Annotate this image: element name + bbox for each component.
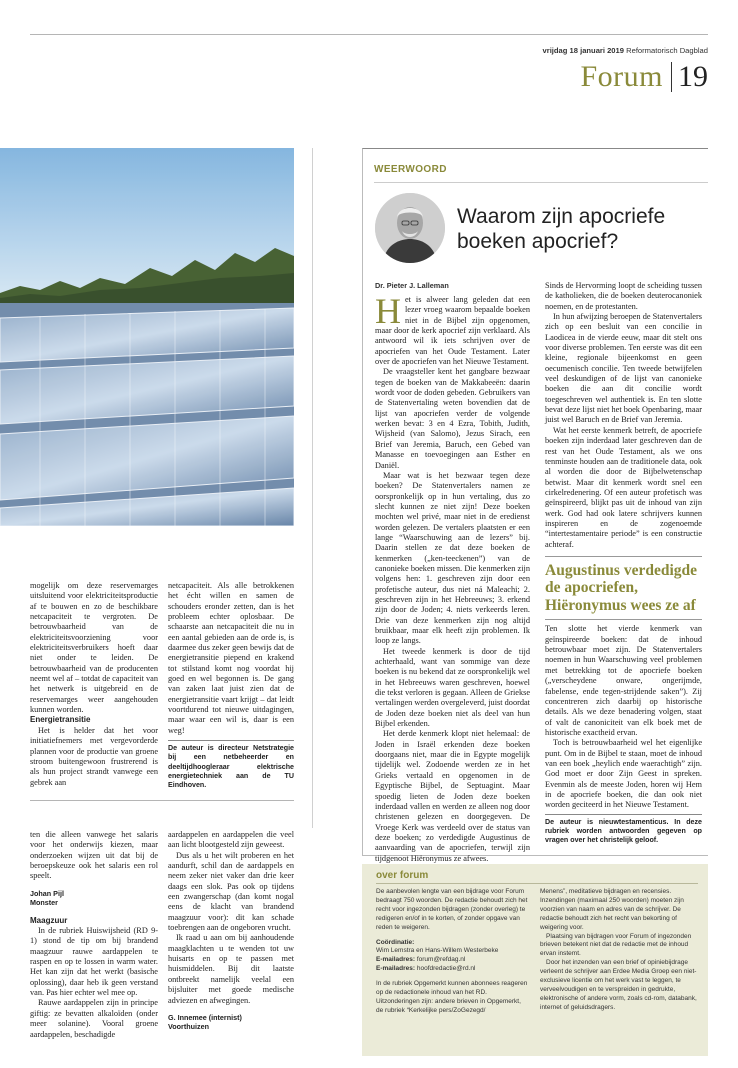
column-divider xyxy=(312,148,313,828)
email-label: E-mailadres: xyxy=(376,956,416,964)
over-forum-rule xyxy=(376,883,698,884)
over-forum-coord xyxy=(376,939,528,948)
weerwoord-paragraph: Maar wat is het bezwaar tegen deze boeken? De Statenvertalers namen ze oorspronkelijk op in hun vertaling, dus zo slecht kunnen ze niet zijn! Deze boeken mochten wel privé, maar niet in de eredienst worden gelezen. De vertalers plaatsten er een lange “Waarschuwing aan de lezers” bij. Daarin stellen ze dat deze boeken de kenmerken („ken-teeckenen”) van de canonieke boeken missen. Die kenmerken zijn volgens hen: 1. geschreven zijn door een profetische auteur, dus niet ná Maleachi; 2. geschreven zijn in het Hebreeuws; 3. erkend zijn door de Joden; 4. niets verkeerds leren. Drie van deze kenmerken zijn nog altijd bruikbaar, maar elk heeft zijn problemen. Ik loop ze langs. xyxy=(375,470,530,646)
weerwoord-headline xyxy=(457,204,702,254)
solar-panels-image-icon xyxy=(0,148,294,526)
weerwoord-paragraph: Het tweede kenmerk is door de tijd achterhaald, want van sommige van deze boeken is nu bekend dat ze oorspronkelijk wel in het Hebreeuws waren geschreven, hoewel die tekst verloren is gegaan. Alleen de Griekse vertalingen werden overgeleverd, juist doordat de Joden deze boeken niet als deel van hun Bijbel erkenden. xyxy=(375,646,530,729)
over-forum-paragraph: De aanbevolen lengte van een bijdrage voor Forum bedraagt 750 woorden. De redactie behoudt zich het recht voor ingezonden bijdragen (zonder overleg) te redigeren en/of in te korten, of zonder opgave van reden te weigeren. xyxy=(376,888,528,931)
left-article-col2 xyxy=(168,581,294,790)
weerwoord-author-note: De auteur is nieuwtestamenticus. In deze rubriek worden antwoorden gegeven op vragen over het christelijk geloof. xyxy=(545,817,702,845)
author-portrait-icon xyxy=(375,193,445,263)
letter2-paragraph: Dus als u het wilt proberen en het aandurft, schil dan de aardappels en neem zeker niet vaker dan drie keer daags een slok. Pas ook op tijdens een zwangerschap (dan komt nogal eens de klacht van brandend maagzuur voor): dit kan schade toebrengen aan de ongeboren vrucht. xyxy=(168,850,294,933)
weerwoord-intertitle: Augustinus verdedigde de apocriefen, Hiëronymus wees ze af xyxy=(545,561,698,614)
letter1-paragraph: ten die alleen vanwege het salaris voor het onderwijs kiezen, maar onderzoeken wijzen uit dat bij de beroepskeuze ook het salaris een rol speelt. xyxy=(30,830,158,881)
masthead-paper: Reformatorisch Dagblad xyxy=(626,46,708,55)
section-title: Forum xyxy=(580,60,663,93)
left-article-paragraph: Het is helder dat het voor initiatiefnemers met vergevorderde plannen voor de productie van groene stroom buitengewoon frustrerend is als hun project strandt vanwege een gebrek aan xyxy=(30,725,158,787)
page-number: 19 xyxy=(678,60,708,93)
over-forum-col1 xyxy=(376,888,528,1016)
left-article-paragraph: mogelijk om deze reservemarges uitsluitend voor elektriciteitsproductie af te bouwen en zo de beschikbare netcapaciteit te vergroten. De betrouwbaarheid van de elektriciteitsvoorziening voor elektriciteitsverbruikers hoeft daar niet onder te leiden. De betrouwbaarheid van de producenten neemt wel af – totdat de capaciteit van het netwerk is uitgebreid en de reservemarges weer aangehouden kunnen worden. xyxy=(30,581,158,715)
over-forum-paragraph: Plaatsing van bijdragen voor Forum of ingezonden brieven betekent niet dat de redactie met de inhoud ervan instemt. xyxy=(540,932,692,958)
weerwoord-paragraph: Sinds de Hervorming loopt de scheiding tussen de katholieken, die de boeken deuterocanoniek noemen, en de protestanten. xyxy=(545,281,702,311)
email-line xyxy=(376,956,528,965)
masthead-date-line xyxy=(543,46,708,55)
weerwoord-paragraph: Ten slotte het vierde kenmerk van geïnspireerde boeken: dat de inhoud betrouwbaar moet zijn. De Statenvertalers noemen in hun Waarschuwing veel problemen met betrekking tot de apocriefe boeken („verscheydene onware, ongerijmde, fabelense, ende tegen-strijdende saken”). Zij concentreren zich daarbij op historische details. Als we deze benadering volgen, staat of valt de canoniciteit van elk boek met de historische exactheid ervan. xyxy=(545,624,702,737)
intertitle-rule xyxy=(545,619,702,620)
letters-col2 xyxy=(168,830,294,1032)
letter2-paragraph: aardappelen en aardappelen die veel aan licht blootgesteld zijn geweest. xyxy=(168,830,294,850)
letter2-paragraph: Ik raad u aan om bij aanhoudende maagklachten u te wenden tot uw huisarts en op te passen met huismiddelen. Bij dit laatste ontbreekt namelijk veelal een bijsluiter met goede medische adviezen en afwegingen. xyxy=(168,933,294,1005)
dropcap: H xyxy=(375,291,401,331)
top-rule xyxy=(30,34,708,35)
weerwoord-paragraph: Wat het eerste kenmerk betreft, de apocriefe boeken zijn inderdaad later geschreven dan de rest van het Oude Testament, als we ons tenminste houden aan de traditionele data, ook al worden die door de Bijbelwetenschap betwist. Maar dit kenmerk wordt snel een cirkelredenering. Of een auteur profetisch was geïnspireerd, blijkt pas uit de inhoud van zijn werk. God had ook latere schrijvers kunnen inspireren en de zogenoemde “intertestamentaire periode” is een constructie achteraf. xyxy=(545,425,702,549)
weerwoord-paragraph: Toch is betrouwbaarheid wel het eigenlijke punt. Om in de Bijbel te staan, moet de inhoud van een boek „heylich ende waerachtigh” zijn. God moet er door Zijn Geest in spreken. Evenmin als de meeste Joden, horen wij Hem in de apocriefe boeken, die dan ook niet worden geciteerd in het Nieuwe Testament. xyxy=(545,738,702,810)
letter1-signature-place: Monster xyxy=(30,898,58,908)
weerwoord-paragraph: Het derde kenmerk klopt niet helemaal: de Joden in Israël erkenden deze boeken doorgaans niet, maar die in Egypte mogelijk tijdelijk wel. Zodoende werden ze in het Grieks vertaald en opgenomen in de Egyptische Bijbel, de Septuagint. Maar spoedig lieten de Joden deze boeken inderdaad vallen en werden ze alleen nog door christenen gelezen en doorgegeven. De Vroege Kerk was verdeeld over de status van deze boeken; zo verdedigde Augustinus de aanvaarding van de apocriefen, terwijl zijn tijdgenoot Hiëronymus ze afwees. xyxy=(375,729,530,863)
over-forum-paragraph: In de rubriek Opgemerkt kunnen abonnees reageren op de redactionele inhoud van het RD. Uitzonderingen zijn: andere brieven in Opgemerkt, de rubriek “Kerkelijke pers/ZoGezegd/ xyxy=(376,980,528,1014)
intertitle-rule xyxy=(545,556,702,557)
author-portrait xyxy=(375,193,445,263)
letter2-signature-name: G. Innemee (internist) xyxy=(168,1012,242,1022)
letter2-paragraph: Rauwe aardappelen zijn in principe giftig: ze bevatten alkaloïden (onder meer solanine). Vooral groene aardappelen, beschadigde xyxy=(30,998,158,1039)
left-article-col1 xyxy=(30,581,158,788)
section-divider xyxy=(671,62,672,92)
author-note-rule xyxy=(168,740,294,741)
weerwoord-first-paragraph xyxy=(375,291,530,367)
author-note-rule xyxy=(545,814,702,815)
over-forum-paragraph: Menens”, meditatieve bijdragen en recensies. Inzendingen (maximaal 250 woorden) moeten zijn voorzien van naam en adres van de schrijver. De redactie behoudt zich het recht van bekorting of weigering voor. xyxy=(540,888,684,931)
email2-line xyxy=(376,965,528,974)
solar-panels-photo xyxy=(0,148,294,526)
coord-value: Wim Lemstra en Hans-Willem Westerbeke xyxy=(376,947,499,955)
section-header xyxy=(580,60,708,94)
weerwoord-label-rule xyxy=(374,182,708,183)
over-forum-title: over forum xyxy=(376,870,429,881)
weerwoord-author: Dr. Pieter J. Lalleman xyxy=(375,281,449,290)
weerwoord-paragraph: De vraagsteller kent het gangbare bezwaar tegen de boeken van de Makkabeeën: daarin wordt voor de doden gebeden. Gebruikers van de Statenvertaling weten bovendien dat de lijst van apocriefen verder de volgende werken bevat: 3 en 4 Ezra, Tobith, Judith, Wijsheid (van Salomo), Jezus Sirach, een Brief van Jeremia, Baruch, een Gebed van Manasse en toevoegingen aan Esther en Daniël. xyxy=(375,367,530,470)
email2-value[interactable]: hoofdredactie@rd.nl xyxy=(416,965,476,973)
letter2-subhead: Maagzuur xyxy=(30,915,68,925)
left-article-author-note: De auteur is directeur Netstrategie bij een netbeheerder en deeltijdhoogleraar elektrische energietechniek aan de TU Eindhoven. xyxy=(168,744,294,789)
over-forum-col2 xyxy=(540,888,698,1013)
letter1-signature-name: Johan Pijl xyxy=(30,888,64,898)
section-rule-left xyxy=(30,800,294,801)
weerwoord-col1 xyxy=(375,291,530,864)
letter2-signature-place: Voorthuizen xyxy=(168,1022,209,1032)
over-forum-paragraph: Door het inzenden van een brief of opiniebijdrage verleent de schrijver aan Erdee Media Groep een niet-exclusieve licentie om het werk vast te leggen, te verveelvoudigen en te verspreiden in gedrukte, elektronische of andere vorm, zoals cd-rom, databank, internet of geluidsdragers. xyxy=(540,959,697,1011)
email2-label: E-mailadres: xyxy=(376,965,416,973)
headline-line: boeken apocrief? xyxy=(457,230,619,253)
coord-label: Coördinatie: xyxy=(376,938,415,946)
letters-col1 xyxy=(30,830,158,1040)
headline-line: Waarom zijn apocriefe xyxy=(457,205,666,228)
first-paragraph-text: et is alweer lang geleden dat een lezer vroeg waarom bepaalde boeken niet in de Bijbel zijn opgenomen, maar door de kerk apocrief zijn verklaard. Als antwoord wil ik iets schrijven over de apocriefen van het Oude Testament. Later over de apocriefen van het Nieuwe Testament. xyxy=(375,295,530,367)
masthead-date: vrijdag 18 januari 2019 xyxy=(542,46,624,55)
weerwoord-col2 xyxy=(545,281,702,845)
left-article-paragraph: netcapaciteit. Als alle betrokkenen het écht willen en samen de schouders eronder zetten, dan is het probleem echter oplosbaar. De schaarste aan netcapaciteit die nu in een aantal gebieden aan de orde is, is daarmee dus zeker geen bewijs dat de energietransitie piepend en krakend tot stilstand komt nog voordat hij goed en wel begonnen is. De gang van zaken laat juist zien dat de energietransitie vaart krijgt – dat leidt voortdurend tot nieuwe uitdagingen, maar waar een wil is, daar is een weg! xyxy=(168,581,294,735)
letter2-paragraph: In de rubriek Huiswijsheid (RD 9-1) stond de tip om bij brandend maagzuur rauwe aardappelen te raspen en op te lossen in warm water. Het kan zijn dat het werkt (basische oplossing), daar heb ik geen verstand van. Pas hier echter wel mee op. xyxy=(30,926,158,998)
weerwoord-label: WEERWOORD xyxy=(374,164,447,175)
weerwoord-paragraph: In hun afwijzing beroepen de Statenvertalers zich op een besluit van een concilie in Laodicea in de vierde eeuw, maar dit stelt ons voor diverse problemen. Ten eerste was dit een kleine, regionale bijeenkomst en geen oecumenisch concilie. Ten tweede betwijfelen veel deskundigen of de lijst van canonieke boeken die aan dit concilie wordt toegeschreven wel authentiek is. En ten slotte bevat deze lijst niet het boek Openbaring, maar juist wel Baruch en de Brief van Jeremia. xyxy=(545,312,702,425)
left-article-subhead: Energietransitie xyxy=(30,715,91,725)
email-value[interactable]: forum@refdag.nl xyxy=(416,956,466,964)
